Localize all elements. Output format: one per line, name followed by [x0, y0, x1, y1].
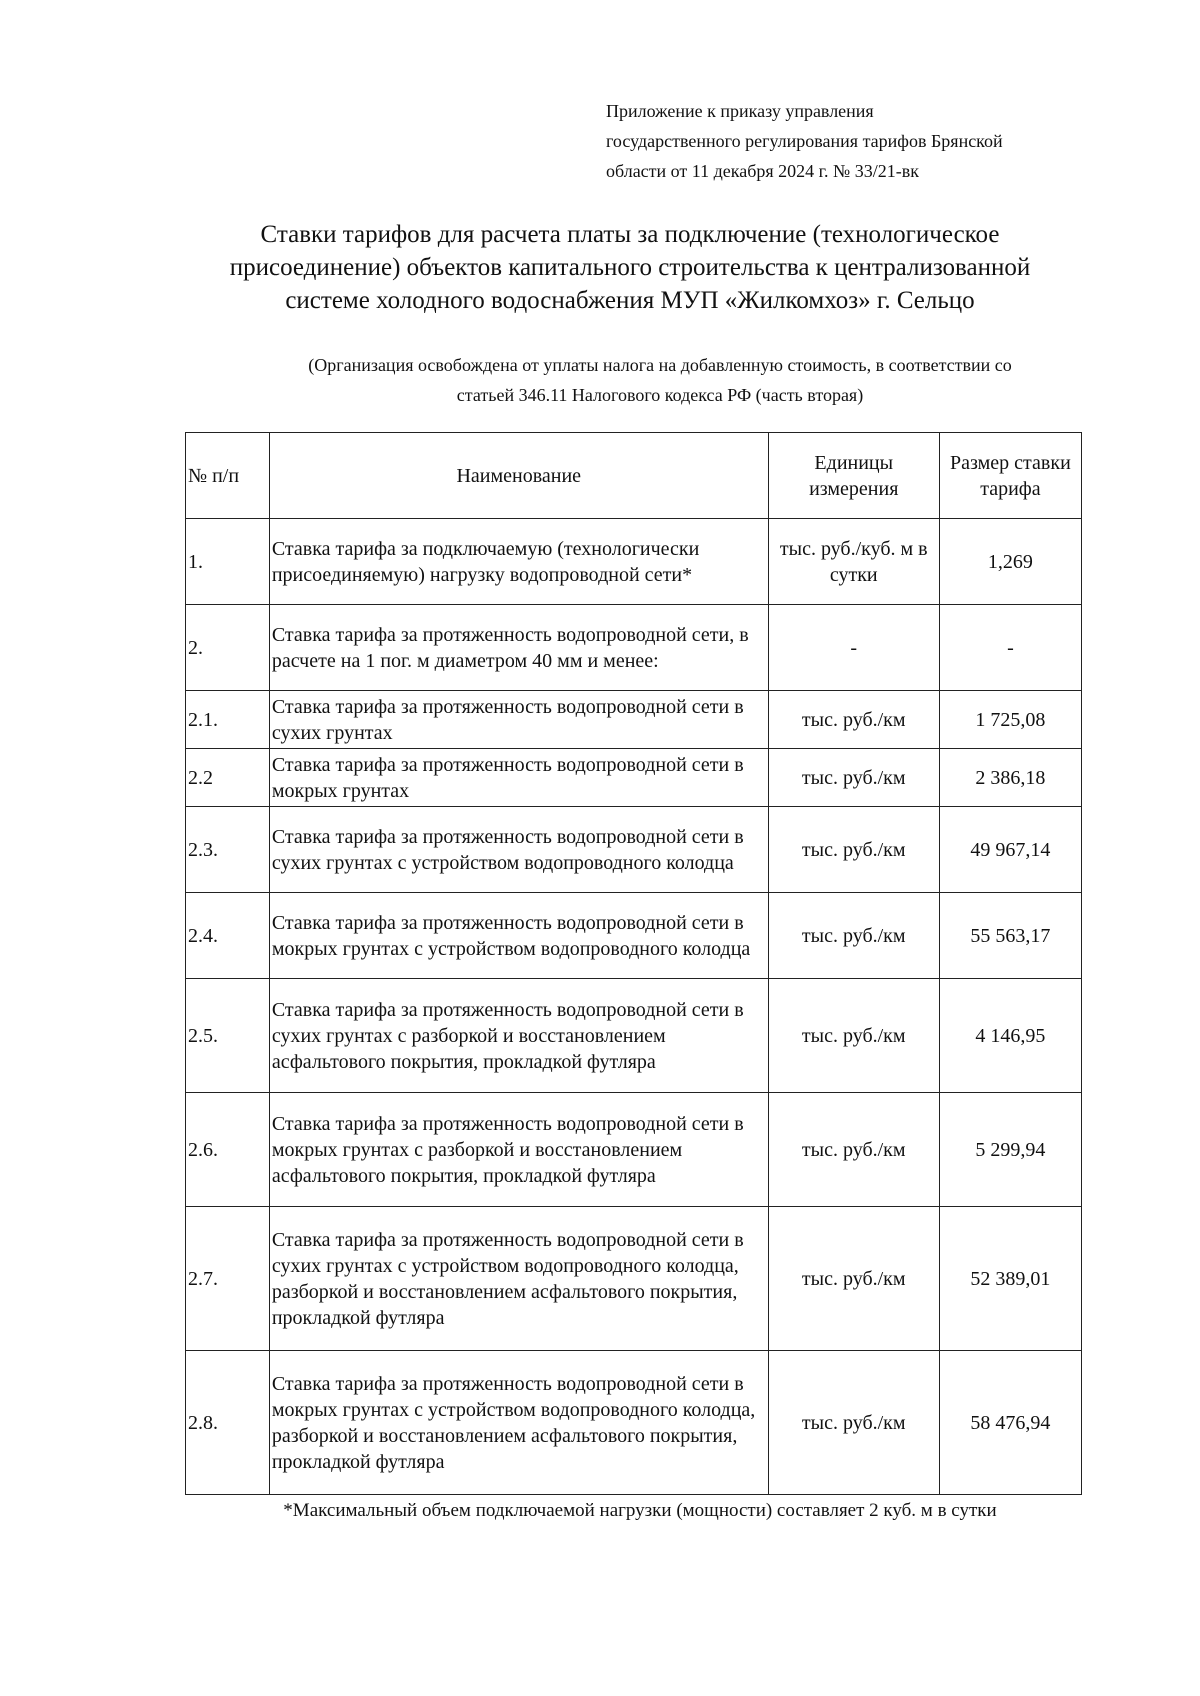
title-line: системе холодного водоснабжения МУП «Жилкомхоз» г. Сельцо: [285, 287, 975, 314]
row-unit: тыс. руб./км: [768, 691, 939, 749]
row-num: 2.8.: [186, 1351, 270, 1495]
table-row: [186, 605, 1082, 691]
row-num: 2.5.: [186, 979, 270, 1093]
row-num: 2.4.: [186, 893, 270, 979]
table-row: [186, 1093, 1082, 1207]
row-name: Ставка тарифа за протяженность водопроводной сети в сухих грунтах с устройством водопроводного колодца, разборкой и восстановлением асфальтового покрытия, прокладкой футляра: [269, 1207, 768, 1351]
row-num: 2.3.: [186, 807, 270, 893]
row-unit: тыс. руб./км: [768, 807, 939, 893]
row-name: Ставка тарифа за подключаемую (технологически присоединяемую) нагрузку водопроводной сети*: [269, 519, 768, 605]
row-name: Ставка тарифа за протяженность водопроводной сети в мокрых грунтах: [269, 749, 768, 807]
footnote: *Максимальный объем подключаемой нагрузки (мощности) составляет 2 куб. м в сутки: [283, 1500, 997, 1521]
document-title: [150, 218, 1110, 317]
row-name: Ставка тарифа за протяженность водопроводной сети в сухих грунтах с устройством водопроводного колодца: [269, 807, 768, 893]
header-value: Размер ставки тарифа: [939, 433, 1081, 519]
row-value: 2 386,18: [939, 749, 1081, 807]
table-row: [186, 691, 1082, 749]
header-unit: Единицы измерения: [768, 433, 939, 519]
row-value: -: [939, 605, 1081, 691]
row-unit: тыс. руб./км: [768, 893, 939, 979]
row-unit: тыс. руб./км: [768, 979, 939, 1093]
appendix-line: государственного регулирования тарифов Брянской: [606, 131, 1003, 151]
row-name: Ставка тарифа за протяженность водопроводной сети в мокрых грунтах с устройством водопроводного колодца, разборкой и восстановлением асфальтового покрытия, прокладкой футляра: [269, 1351, 768, 1495]
table-row: [186, 519, 1082, 605]
table-row: [186, 1207, 1082, 1351]
row-name: Ставка тарифа за протяженность водопроводной сети в сухих грунтах с разборкой и восстановлением асфальтового покрытия, прокладкой футляра: [269, 979, 768, 1093]
row-num: 2.1.: [186, 691, 270, 749]
row-num: 2.6.: [186, 1093, 270, 1207]
row-value: 49 967,14: [939, 807, 1081, 893]
title-line: присоединение) объектов капитального строительства к централизованной: [229, 254, 1031, 281]
table-header-row: [186, 433, 1082, 519]
tariff-rates-table: [185, 432, 1082, 1495]
row-unit: тыс. руб./км: [768, 749, 939, 807]
row-value: 58 476,94: [939, 1351, 1081, 1495]
row-value: 1 725,08: [939, 691, 1081, 749]
header-num: № п/п: [186, 433, 270, 519]
note-line: статьей 346.11 Налогового кодекса РФ (часть вторая): [456, 385, 864, 405]
row-num: 2.7.: [186, 1207, 270, 1351]
row-unit: тыс. руб./км: [768, 1207, 939, 1351]
row-unit: тыс. руб./куб. м в сутки: [768, 519, 939, 605]
table-row: [186, 1351, 1082, 1495]
table-row: [186, 979, 1082, 1093]
row-unit: тыс. руб./км: [768, 1351, 939, 1495]
table-row: [186, 749, 1082, 807]
title-line: Ставки тарифов для расчета платы за подключение (технологическое: [260, 221, 1000, 248]
table-row: [186, 893, 1082, 979]
row-name: Ставка тарифа за протяженность водопроводной сети, в расчете на 1 пог. м диаметром 40 мм и менее:: [269, 605, 768, 691]
row-value: 55 563,17: [939, 893, 1081, 979]
row-value: 5 299,94: [939, 1093, 1081, 1207]
row-unit: тыс. руб./км: [768, 1093, 939, 1207]
row-unit: -: [768, 605, 939, 691]
appendix-reference: [606, 96, 1126, 186]
vat-exemption-note: [200, 350, 1120, 410]
appendix-line: Приложение к приказу управления: [606, 101, 874, 121]
header-name: Наименование: [269, 433, 768, 519]
row-value: 4 146,95: [939, 979, 1081, 1093]
row-name: Ставка тарифа за протяженность водопроводной сети в мокрых грунтах с устройством водопроводного колодца: [269, 893, 768, 979]
appendix-line: области от 11 декабря 2024 г. № 33/21-вк: [606, 161, 919, 181]
row-num: 2.2: [186, 749, 270, 807]
table-row: [186, 807, 1082, 893]
row-num: 2.: [186, 605, 270, 691]
row-num: 1.: [186, 519, 270, 605]
row-name: Ставка тарифа за протяженность водопроводной сети в сухих грунтах: [269, 691, 768, 749]
row-name: Ставка тарифа за протяженность водопроводной сети в мокрых грунтах с разборкой и восстановлением асфальтового покрытия, прокладкой футляра: [269, 1093, 768, 1207]
row-value: 52 389,01: [939, 1207, 1081, 1351]
note-line: (Организация освобождена от уплаты налога на добавленную стоимость, в соответствии со: [308, 355, 1012, 375]
row-value: 1,269: [939, 519, 1081, 605]
